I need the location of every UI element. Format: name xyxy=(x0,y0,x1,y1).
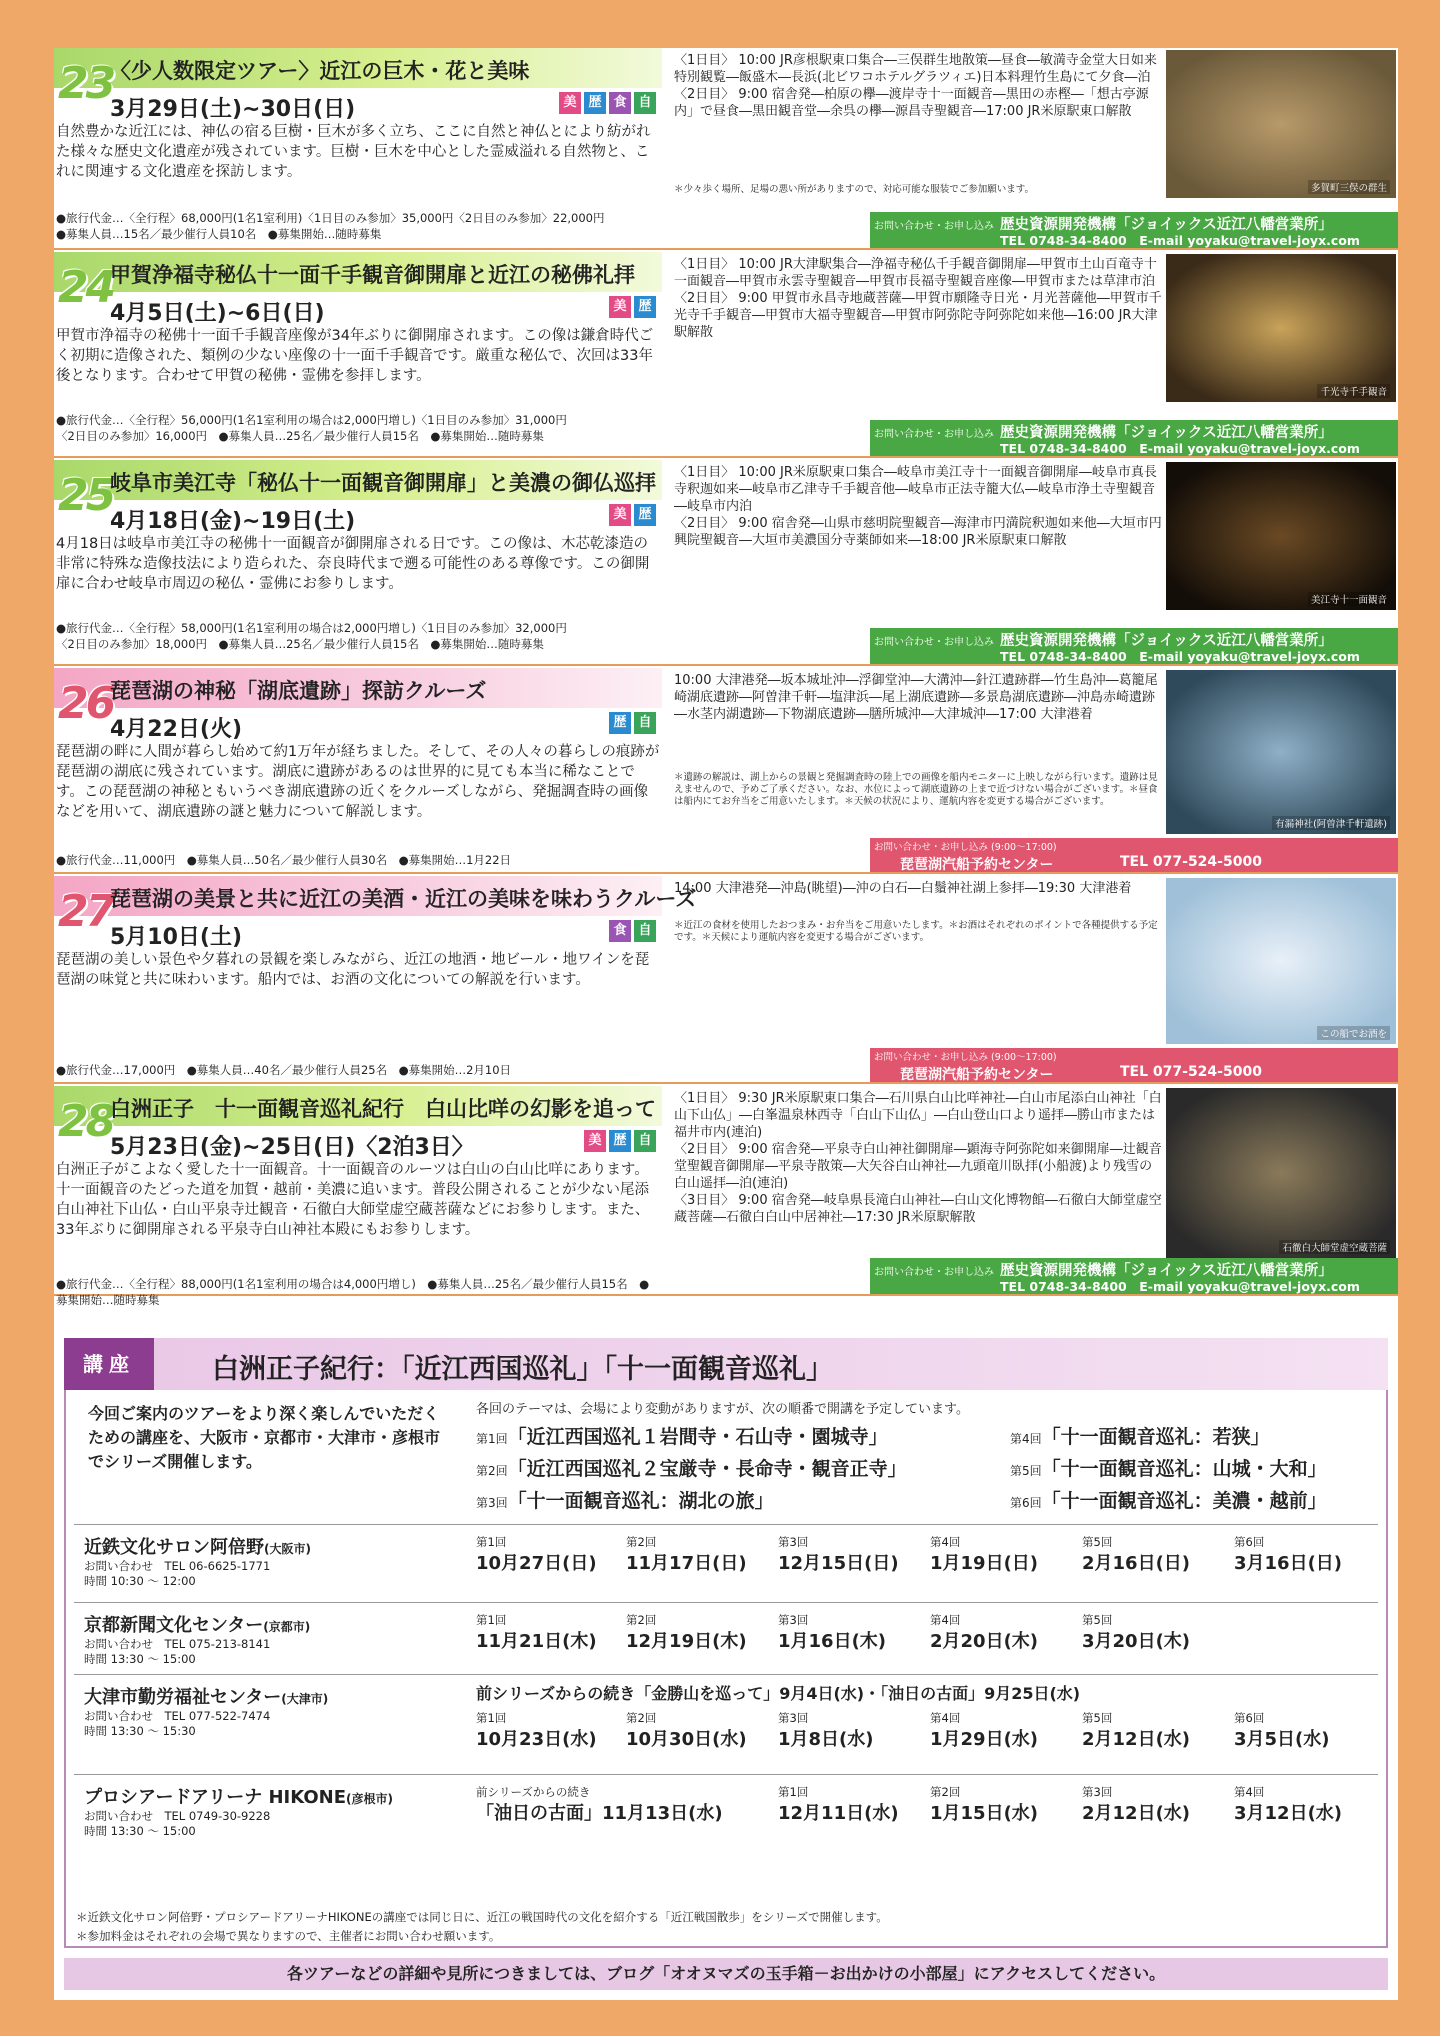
contact-bar xyxy=(870,1048,1398,1082)
lecture-theme xyxy=(1010,1422,1270,1449)
tour-title: 琵琶湖の神秘「湖底遺跡」探訪クルーズ xyxy=(110,679,487,703)
lecture-session xyxy=(778,1711,928,1751)
venue-city: (彦根市) xyxy=(346,1792,394,1806)
tour-photo xyxy=(1166,254,1396,402)
tour-tags xyxy=(609,296,656,318)
venue-phone: お問い合わせ TEL 077-522-7474 xyxy=(84,1709,271,1723)
theme-number: 第4回 xyxy=(1010,1432,1042,1446)
tour-title: 〈少人数限定ツアー〉近江の巨木・花と美味 xyxy=(110,59,530,83)
tour-schedule xyxy=(674,880,1162,897)
tour-date: 4月18日(金)~19日(土) xyxy=(110,509,356,534)
theme-title: 「近江西国巡礼１岩間寺・石山寺・園城寺」 xyxy=(507,1426,888,1448)
schedule-day: 〈1日目〉 10:00 JR大津駅集合―浄福寺秘仏千手観音御開扉―甲賀市土山百竜寺十一面観音―甲賀市永雲寺聖観音―甲賀市長福寺聖観音座像―甲賀市または草津市泊 xyxy=(674,257,1157,289)
lecture-session xyxy=(476,1711,626,1751)
venue-continuation xyxy=(476,1785,776,1825)
venue-name xyxy=(84,1783,393,1809)
session-date: 1月19日(日) xyxy=(930,1553,1039,1574)
venue-name xyxy=(84,1611,310,1637)
venue-name-text: 近鉄文化サロン阿倍野 xyxy=(84,1537,264,1558)
tour-photo xyxy=(1166,670,1396,834)
tour-date: 4月22日(火) xyxy=(110,717,243,742)
session-date: 「油日の古面」11月13日(水) xyxy=(476,1803,723,1824)
session-number: 第3回 xyxy=(778,1613,809,1627)
session-number: 第3回 xyxy=(1082,1785,1113,1799)
venue-continuation: 前シリーズからの続き「金勝山を巡って」9月4日(水)・「油日の古面」9月25日(水) xyxy=(476,1684,1081,1703)
session-number: 第1回 xyxy=(778,1785,809,1799)
venue-contact xyxy=(84,1809,270,1839)
session-number: 第2回 xyxy=(626,1613,657,1627)
tour-info xyxy=(56,852,660,868)
contact-organization: 歴史資源開発機構「ジョイックス近江八幡営業所」 xyxy=(1000,217,1333,233)
photo-caption: この船でお酒を xyxy=(1317,1026,1390,1040)
tour-tag: 美 xyxy=(584,1130,606,1152)
tour-left xyxy=(54,876,697,1082)
tour-tag: 自 xyxy=(634,1130,656,1152)
theme-title: 「近江西国巡礼２宝厳寺・長命寺・観音正寺」 xyxy=(507,1458,907,1480)
contact-phone: TEL 077-524-5000 xyxy=(1120,1064,1262,1080)
lecture-notes xyxy=(76,1908,888,1946)
schedule-note: ＊少々歩く場所、足場の悪い所がありますので、対応可能な服装でご参加願います。 xyxy=(674,184,1035,195)
session-date: 2月12日(水) xyxy=(1082,1803,1191,1824)
venue-phone: お問い合わせ TEL 075-213-8141 xyxy=(84,1637,271,1651)
tour-photo xyxy=(1166,878,1396,1044)
venue-name xyxy=(84,1533,311,1559)
session-date: 1月29日(水) xyxy=(930,1729,1039,1750)
lecture-session xyxy=(626,1711,776,1751)
tour-section xyxy=(54,460,1398,666)
tour-schedule xyxy=(674,52,1162,120)
tour-info xyxy=(56,210,660,242)
session-date: 12月19日(木) xyxy=(626,1631,747,1652)
tour-tag: 歴 xyxy=(634,504,656,526)
lecture-session xyxy=(1082,1785,1232,1825)
schedule-day: 〈2日目〉 9:00 宿舎発―山県市慈明院聖観音―海津市円満院釈迦如来他―大垣市円興院聖観音―大垣市美濃国分寺薬師如来―18:00 JR米原駅東口解散 xyxy=(674,516,1162,548)
session-number: 第4回 xyxy=(1234,1785,1265,1799)
contact-organization: 琵琶湖汽船予約センター xyxy=(900,857,1054,873)
tour-tag: 食 xyxy=(609,920,631,942)
lecture-session xyxy=(778,1535,928,1575)
session-date: 3月12日(水) xyxy=(1234,1803,1343,1824)
lecture-session xyxy=(1082,1613,1232,1653)
tour-number: 24 xyxy=(58,262,114,313)
contact-label: お問い合わせ・お申し込み xyxy=(874,429,994,440)
lecture-session xyxy=(626,1535,776,1575)
venue-contact xyxy=(84,1709,270,1739)
tour-date: 3月29日(土)~30日(日) xyxy=(110,97,356,122)
session-number: 第2回 xyxy=(626,1711,657,1725)
tour-photo xyxy=(1166,462,1396,610)
tour-tag: 自 xyxy=(634,920,656,942)
session-number: 前シリーズからの続き xyxy=(476,1785,591,1799)
lecture-theme xyxy=(1010,1486,1327,1513)
page xyxy=(54,48,1398,2000)
tour-tag: 歴 xyxy=(609,712,631,734)
lecture-venue xyxy=(74,1674,1378,1774)
contact-bar xyxy=(870,420,1398,456)
tour-number: 23 xyxy=(58,58,114,109)
contact-phone: TEL 0748-34-8400 E-mail yoyaku@travel-joyx.com xyxy=(1000,441,1360,456)
contact-phone: TEL 0748-34-8400 E-mail yoyaku@travel-joyx.com xyxy=(1000,1279,1360,1294)
lecture-note: ＊参加料金はそれぞれの会場で異なりますので、主催者にお問い合わせ願います。 xyxy=(76,1929,501,1943)
photo-caption: 美江寺十一面観音 xyxy=(1308,592,1390,606)
lecture-venue xyxy=(74,1524,1378,1602)
session-date: 12月15日(日) xyxy=(778,1553,899,1574)
lecture-session xyxy=(1082,1535,1232,1575)
schedule-day: 〈1日目〉 10:00 JR米原駅東口集合―岐阜市美江寺十一面観音御開扉―岐阜市真長寺釈迦如来―岐阜市乙津寺千手観音他―岐阜市正法寺籠大仏―岐阜市浄土寺聖観音―岐阜市内泊 xyxy=(674,465,1157,514)
contact-phone: TEL 0748-34-8400 E-mail yoyaku@travel-joyx.com xyxy=(1000,233,1360,248)
session-number: 第4回 xyxy=(930,1711,961,1725)
tour-price-line: ●旅行代金…〈全行程〉68,000円(1名1室利用)〈1日目のみ参加〉35,000円〈2日目のみ参加〉22,000円 xyxy=(56,211,605,225)
lecture-title: 白洲正子紀行：「近江西国巡礼」「十一面観音巡礼」 xyxy=(212,1354,833,1385)
lecture-session xyxy=(476,1535,626,1575)
photo-caption: 多賀町三俣の群生 xyxy=(1308,180,1390,194)
session-number: 第5回 xyxy=(1082,1613,1113,1627)
lecture-session xyxy=(930,1535,1080,1575)
tour-description: 白洲正子がこよなく愛した十一面観音。十一面観音のルーツは白山の白山比咩にあります。十一面観音のたどった道を加賀・越前・美濃に追います。普段公開されることが少ない尾添白山神社下山仏・白山平泉寺辻観音・石徹白大師堂虚空蔵菩薩などにお参りします。また、33年ぶりに御開扉される平泉寺白山神社本殿にもお参りします。 xyxy=(56,1162,650,1238)
contact-label: お問い合わせ・お申し込み (9:00〜17:00) xyxy=(874,1052,1057,1063)
venue-time: 時間 10:30 〜 12:00 xyxy=(84,1574,196,1588)
session-date: 10月23日(水) xyxy=(476,1729,597,1750)
schedule-day: 10:00 大津港発―坂本城址沖―浮御堂沖―大溝沖―針江遺跡群―竹生島沖―葛籠尾崎湖底遺跡―阿曽津千軒―塩津浜―尾上湖底遺跡―多景島湖底遺跡―沖島赤崎遺跡―水茎内湖遺跡―下物湖底遺跡―膳所城沖―大津城沖―17:00 大津港着 xyxy=(674,673,1158,722)
tour-info xyxy=(56,1062,660,1078)
session-number: 第5回 xyxy=(1082,1535,1113,1549)
lecture-box xyxy=(64,1390,1388,1948)
tour-left xyxy=(54,668,662,872)
session-number: 第6回 xyxy=(1234,1535,1265,1549)
lecture-venue xyxy=(74,1602,1378,1674)
venue-phone: お問い合わせ TEL 06-6625-1771 xyxy=(84,1559,271,1573)
theme-number: 第2回 xyxy=(476,1464,508,1478)
tour-number: 27 xyxy=(58,886,114,937)
tour-left xyxy=(54,48,662,248)
contact-organization: 琵琶湖汽船予約センター xyxy=(900,1067,1054,1083)
session-number: 第4回 xyxy=(930,1535,961,1549)
session-number: 第3回 xyxy=(778,1711,809,1725)
theme-title: 「十一面観音巡礼：美濃・越前」 xyxy=(1041,1490,1327,1512)
session-number: 第2回 xyxy=(930,1785,961,1799)
lecture-session xyxy=(1234,1711,1384,1751)
session-date: 3月5日(水) xyxy=(1234,1729,1330,1750)
tour-number: 26 xyxy=(58,678,114,729)
lecture-tag: 講座 xyxy=(64,1338,154,1390)
session-date: 1月8日(水) xyxy=(778,1729,874,1750)
tour-photo xyxy=(1166,1088,1396,1258)
session-date: 2月20日(木) xyxy=(930,1631,1039,1652)
lecture-theme xyxy=(1010,1454,1327,1481)
tour-tag: 歴 xyxy=(634,296,656,318)
lecture-header xyxy=(64,1338,1388,1390)
tour-schedule xyxy=(674,256,1162,341)
schedule-day: 〈1日目〉 9:30 JR米原駅東口集合―石川県白山比咩神社―白山市尾添白山神社「白山下山仏」―白峯温泉林西寺「白山下山仏」―白山登山口より遥拝―勝山市または福井市内(連泊) xyxy=(674,1091,1162,1140)
tour-info xyxy=(56,412,660,444)
tour-date: 4月5日(土)~6日(日) xyxy=(110,301,325,326)
schedule-day: 〈2日目〉 9:00 宿舎発―柏原の欅―渡岸寺十一面観音―黒田の赤樫―「想古亭源内」で昼食―黒田観音堂―余呉の欅―源昌寺聖観音―17:00 JR米原駅東口解散 xyxy=(674,87,1149,119)
photo-caption: 千光寺千手観音 xyxy=(1317,384,1390,398)
tour-left xyxy=(54,252,662,456)
tour-price-line: ●旅行代金…〈全行程〉88,000円(1名1室利用の場合は4,000円増し) ●募集人員…25名／最少催行人員15名 ●募集開始…随時募集 xyxy=(56,1277,650,1307)
lecture-theme xyxy=(476,1454,907,1481)
lecture-theme xyxy=(476,1486,774,1513)
contact-label: お問い合わせ・お申し込み xyxy=(874,221,994,232)
tour-tags xyxy=(609,712,656,734)
tour-recruit-line: ●募集人員…15名／最少催行人員10名 ●募集開始…随時募集 xyxy=(56,227,382,241)
photo-caption: 有漏神社(阿曽津千軒遺跡) xyxy=(1272,816,1390,830)
lecture-note: ＊近鉄文化サロン阿倍野・プロシアードアリーナHIKONEの講座では同じ日に、近江の戦国時代の文化を紹介する「近江戦国散歩」をシリーズで開催します。 xyxy=(76,1910,888,1924)
photo-caption: 石徹白大師堂虚空蔵菩薩 xyxy=(1279,1240,1390,1254)
contact-phone: TEL 077-524-5000 xyxy=(1120,854,1262,870)
lecture-session xyxy=(778,1613,928,1653)
lecture-session xyxy=(1234,1785,1384,1825)
tour-description: 琵琶湖の畔に人間が暮らし始めて約1万年が経ちました。そして、その人々の暮らしの痕跡が琵琶湖の湖底に残されています。湖底に遺跡があるのは世界的に見ても本当に稀なことです。この琵琶湖の神秘ともいうべき湖底遺跡の近くをクルーズしながら、発掘調査時の画像などを用いて、湖底遺跡の謎と魅力について解説します。 xyxy=(56,744,660,820)
tour-info xyxy=(56,1276,660,1308)
contact-organization: 歴史資源開発機構「ジョイックス近江八幡営業所」 xyxy=(1000,1263,1333,1279)
theme-number: 第5回 xyxy=(1010,1464,1042,1478)
tour-recruit-line: 〈2日目のみ参加〉18,000円 ●募集人員…25名／最少催行人員15名 ●募集開始…随時募集 xyxy=(56,637,544,651)
tour-tag: 自 xyxy=(634,712,656,734)
schedule-note: ＊遺跡の解説は、湖上からの景観と発掘調査時の陸上での画像を船内モニターに上映しながら行います。遺跡は見えませんので、予めご了承ください。なお、水位によって湖底遺跡の上まで近づけない場合がございます。＊昼食は船内にてお弁当をご用意いたします。＊天候の状況により、運航内容を変更する場合がございます。 xyxy=(674,772,1158,807)
tour-description: 4月18日は岐阜市美江寺の秘佛十一面観音が御開扉される日です。この像は、木芯乾漆造の非常に特殊な造像技法により造られた、奈良時代まで遡る可能性のある尊像です。この御開扉に合わせ岐阜市周辺の秘仏・霊佛にお参りします。 xyxy=(56,536,650,592)
tour-schedule xyxy=(674,464,1162,549)
session-date: 12月11日(水) xyxy=(778,1803,899,1824)
contact-bar xyxy=(870,838,1398,872)
session-number: 第1回 xyxy=(476,1613,507,1627)
venue-city: (大津市) xyxy=(281,1692,329,1706)
lecture-intro: 今回ご案内のツアーをより深く楽しんでいただくための講座を、大阪市・京都市・大津市・彦根市でシリーズ開催します。 xyxy=(88,1404,441,1471)
tour-info xyxy=(56,620,660,652)
tour-number: 25 xyxy=(58,470,114,521)
tour-recruit-line: 〈2日目のみ参加〉16,000円 ●募集人員…25名／最少催行人員15名 ●募集開始…随時募集 xyxy=(56,429,544,443)
theme-title: 「十一面観音巡礼：若狭」 xyxy=(1041,1426,1270,1448)
tour-tags xyxy=(559,92,656,114)
tour-description: 自然豊かな近江には、神仏の宿る巨樹・巨木が多く立ち、ここに自然と神仏とにより紡がれた様々な歴史文化遺産が残されています。巨樹・巨木を中心とした霊威溢れる自然物と、これに関連する文化遺産を探訪します。 xyxy=(56,124,651,180)
session-date: 1月15日(水) xyxy=(930,1803,1039,1824)
venue-name xyxy=(84,1683,328,1709)
venue-city: (大阪市) xyxy=(264,1542,311,1556)
tour-date: 5月10日(土) xyxy=(110,925,243,950)
lecture-section xyxy=(64,1338,1388,1948)
tour-title: 岐阜市美江寺「秘仏十一面観音御開扉」と美濃の御仏巡拝 xyxy=(110,471,656,495)
session-date: 10月30日(水) xyxy=(626,1729,747,1750)
tour-tags xyxy=(609,504,656,526)
lecture-session xyxy=(1082,1711,1232,1751)
session-date: 2月12日(水) xyxy=(1082,1729,1191,1750)
session-number: 第1回 xyxy=(476,1711,507,1725)
tour-number: 28 xyxy=(58,1096,114,1147)
tour-left xyxy=(54,460,662,664)
tour-tag: 美 xyxy=(609,296,631,318)
lecture-session xyxy=(626,1613,776,1653)
lecture-session xyxy=(476,1613,626,1653)
session-date: 2月16日(日) xyxy=(1082,1553,1191,1574)
venue-name-text: 大津市勤労福祉センター xyxy=(84,1687,282,1708)
tour-title: 甲賀浄福寺秘仏十一面千手観音御開扉と近江の秘佛礼拝 xyxy=(110,263,635,287)
tour-left xyxy=(54,1086,662,1307)
tour-tag: 歴 xyxy=(609,1130,631,1152)
tour-section xyxy=(54,48,1398,250)
tour-tags xyxy=(584,1130,656,1152)
session-date: 11月17日(日) xyxy=(626,1553,747,1574)
tour-tags xyxy=(609,920,656,942)
session-number: 第6回 xyxy=(1234,1711,1265,1725)
session-date: 3月20日(木) xyxy=(1082,1631,1191,1652)
venue-time: 時間 13:30 〜 15:00 xyxy=(84,1824,196,1838)
contact-bar xyxy=(870,628,1398,664)
lecture-session xyxy=(930,1711,1080,1751)
contact-bar xyxy=(870,212,1398,248)
venue-contact xyxy=(84,1637,270,1667)
tour-tag: 自 xyxy=(634,92,656,114)
contact-label: お問い合わせ・お申し込み xyxy=(874,637,994,648)
tour-tag: 食 xyxy=(609,92,631,114)
tour-description: 琵琶湖の美しい景色や夕暮れの景観を楽しみながら、近江の地酒・地ビール・地ワインを琵琶湖の味覚と共に味わいます。船内では、お酒の文化についての解説を行います。 xyxy=(56,952,650,988)
schedule-day: 〈2日目〉 9:00 甲賀市永昌寺地蔵菩薩―甲賀市願隆寺日光・月光菩薩他―甲賀市千光寺千手観音―甲賀市大福寺聖観音―甲賀市阿弥陀寺阿弥陀如来他―16:00 JR大津駅解散 xyxy=(674,291,1162,340)
theme-number: 第1回 xyxy=(476,1432,508,1446)
lecture-session xyxy=(1234,1535,1384,1575)
schedule-day: 14:00 大津港発―沖島(眺望)―沖の白石―白鬚神社湖上参拝―19:30 大津港着 xyxy=(674,881,1132,896)
tour-title: 琵琶湖の美景と共に近江の美酒・近江の美味を味わうクルーズ xyxy=(110,887,697,911)
theme-title: 「十一面観音巡礼：湖北の旅」 xyxy=(507,1490,774,1512)
tour-price-line: ●旅行代金…17,000円 ●募集人員…40名／最少催行人員25名 ●募集開始…2月10日 xyxy=(56,1063,512,1077)
schedule-day: 〈2日目〉 9:00 宿舎発―平泉寺白山神社御開扉―顕海寺阿弥陀如来御開扉―辻観音堂聖観音御開扉―平泉寺散策―大矢谷白山神社―九頭竜川臥拝(小船渡)より残雪の白山遥拝―泊(連泊) xyxy=(674,1142,1162,1191)
contact-label: お問い合わせ・お申し込み xyxy=(874,1267,994,1278)
schedule-note: ＊近江の食材を使用したおつまみ・お弁当をご用意いたします。＊お酒はそれぞれのポイントで各種提供する予定です。＊天候により運航内容を変更する場合がございます。 xyxy=(674,920,1158,943)
session-number: 第1回 xyxy=(476,1535,507,1549)
session-date: 10月27日(日) xyxy=(476,1553,597,1574)
contact-organization: 歴史資源開発機構「ジョイックス近江八幡営業所」 xyxy=(1000,425,1333,441)
venue-phone: お問い合わせ TEL 0749-30-9228 xyxy=(84,1809,271,1823)
venue-time: 時間 13:30 〜 15:00 xyxy=(84,1652,196,1666)
venue-city: (京都市) xyxy=(263,1620,311,1634)
tour-price-line: ●旅行代金…11,000円 ●募集人員…50名／最少催行人員30名 ●募集開始…1月22日 xyxy=(56,853,512,867)
tour-tag: 歴 xyxy=(584,92,606,114)
lecture-session xyxy=(930,1613,1080,1653)
lecture-session xyxy=(778,1785,928,1825)
tour-date: 5月23日(金)~25日(日)〈2泊3日〉 xyxy=(110,1135,474,1160)
theme-number: 第6回 xyxy=(1010,1496,1042,1510)
venue-name-text: プロシアードアリーナ HIKONE xyxy=(84,1787,347,1808)
venue-time: 時間 13:30 〜 15:30 xyxy=(84,1724,196,1738)
session-number: 第4回 xyxy=(930,1613,961,1627)
theme-title: 「十一面観音巡礼：山城・大和」 xyxy=(1041,1458,1327,1480)
tour-section xyxy=(54,1086,1398,1307)
lecture-venue xyxy=(74,1774,1378,1854)
tour-schedule xyxy=(674,1090,1162,1226)
venue-name-text: 京都新聞文化センター xyxy=(84,1615,264,1636)
lecture-session xyxy=(930,1785,1080,1825)
contact-organization: 歴史資源開発機構「ジョイックス近江八幡営業所」 xyxy=(1000,633,1333,649)
contact-label: お問い合わせ・お申し込み (9:00〜17:00) xyxy=(874,842,1057,853)
tour-title: 白洲正子 十一面観音巡礼紀行 白山比咩の幻影を追って xyxy=(110,1097,656,1121)
session-date: 11月21日(木) xyxy=(476,1631,597,1652)
tour-section xyxy=(54,876,1398,1084)
session-number: 第3回 xyxy=(778,1535,809,1549)
footer-banner: 各ツアーなどの詳細や見所につきましては、ブログ「オオヌマズの玉手箱－お出かけの小部屋」にアクセスしてください。 xyxy=(64,1958,1388,1990)
tour-price-line: ●旅行代金…〈全行程〉56,000円(1名1室利用の場合は2,000円増し)〈1日目のみ参加〉31,000円 xyxy=(56,413,567,427)
tour-section xyxy=(54,668,1398,874)
tour-section xyxy=(54,252,1398,458)
tour-tag: 美 xyxy=(559,92,581,114)
lecture-theme xyxy=(476,1422,888,1449)
venue-contact xyxy=(84,1559,270,1589)
tour-schedule xyxy=(674,672,1162,723)
schedule-day: 〈3日目〉 9:00 宿舎発―岐阜県長滝白山神社―白山文化博物館―石徹白大師堂虚空蔵菩薩―石徹白白山中居神社―17:30 JR米原駅解散 xyxy=(674,1193,1162,1225)
schedule-day: 〈1日目〉 10:00 JR彦根駅東口集合―三俣群生地散策―昼食―敏満寺金堂大日如来特別観覧―飯盛木―長浜(北ビワコホテルグラツィエ)日本料理竹生島にて夕食―泊 xyxy=(674,53,1157,85)
contact-phone: TEL 0748-34-8400 E-mail yoyaku@travel-joyx.com xyxy=(1000,649,1360,664)
session-date: 1月16日(木) xyxy=(778,1631,887,1652)
tour-photo xyxy=(1166,50,1396,198)
contact-bar xyxy=(870,1258,1398,1294)
session-number: 第5回 xyxy=(1082,1711,1113,1725)
tour-description: 甲賀市浄福寺の秘佛十一面千手観音座像が34年ぶりに御開扉されます。この像は鎌倉時代ごく初期に造像された、類例の少ない座像の十一面千手観音です。厳重な秘仏で、次回は33年後となります。合わせて甲賀の秘佛・霊佛を参拝します。 xyxy=(56,328,654,384)
tour-price-line: ●旅行代金…〈全行程〉58,000円(1名1室利用の場合は2,000円増し)〈1日目のみ参加〉32,000円 xyxy=(56,621,567,635)
session-date: 3月16日(日) xyxy=(1234,1553,1343,1574)
tour-tag: 美 xyxy=(609,504,631,526)
theme-number: 第3回 xyxy=(476,1496,508,1510)
themes-note: 各回のテーマは、会場により変動がありますが、次の順番で開講を予定しています。 xyxy=(476,1402,969,1417)
session-number: 第2回 xyxy=(626,1535,657,1549)
